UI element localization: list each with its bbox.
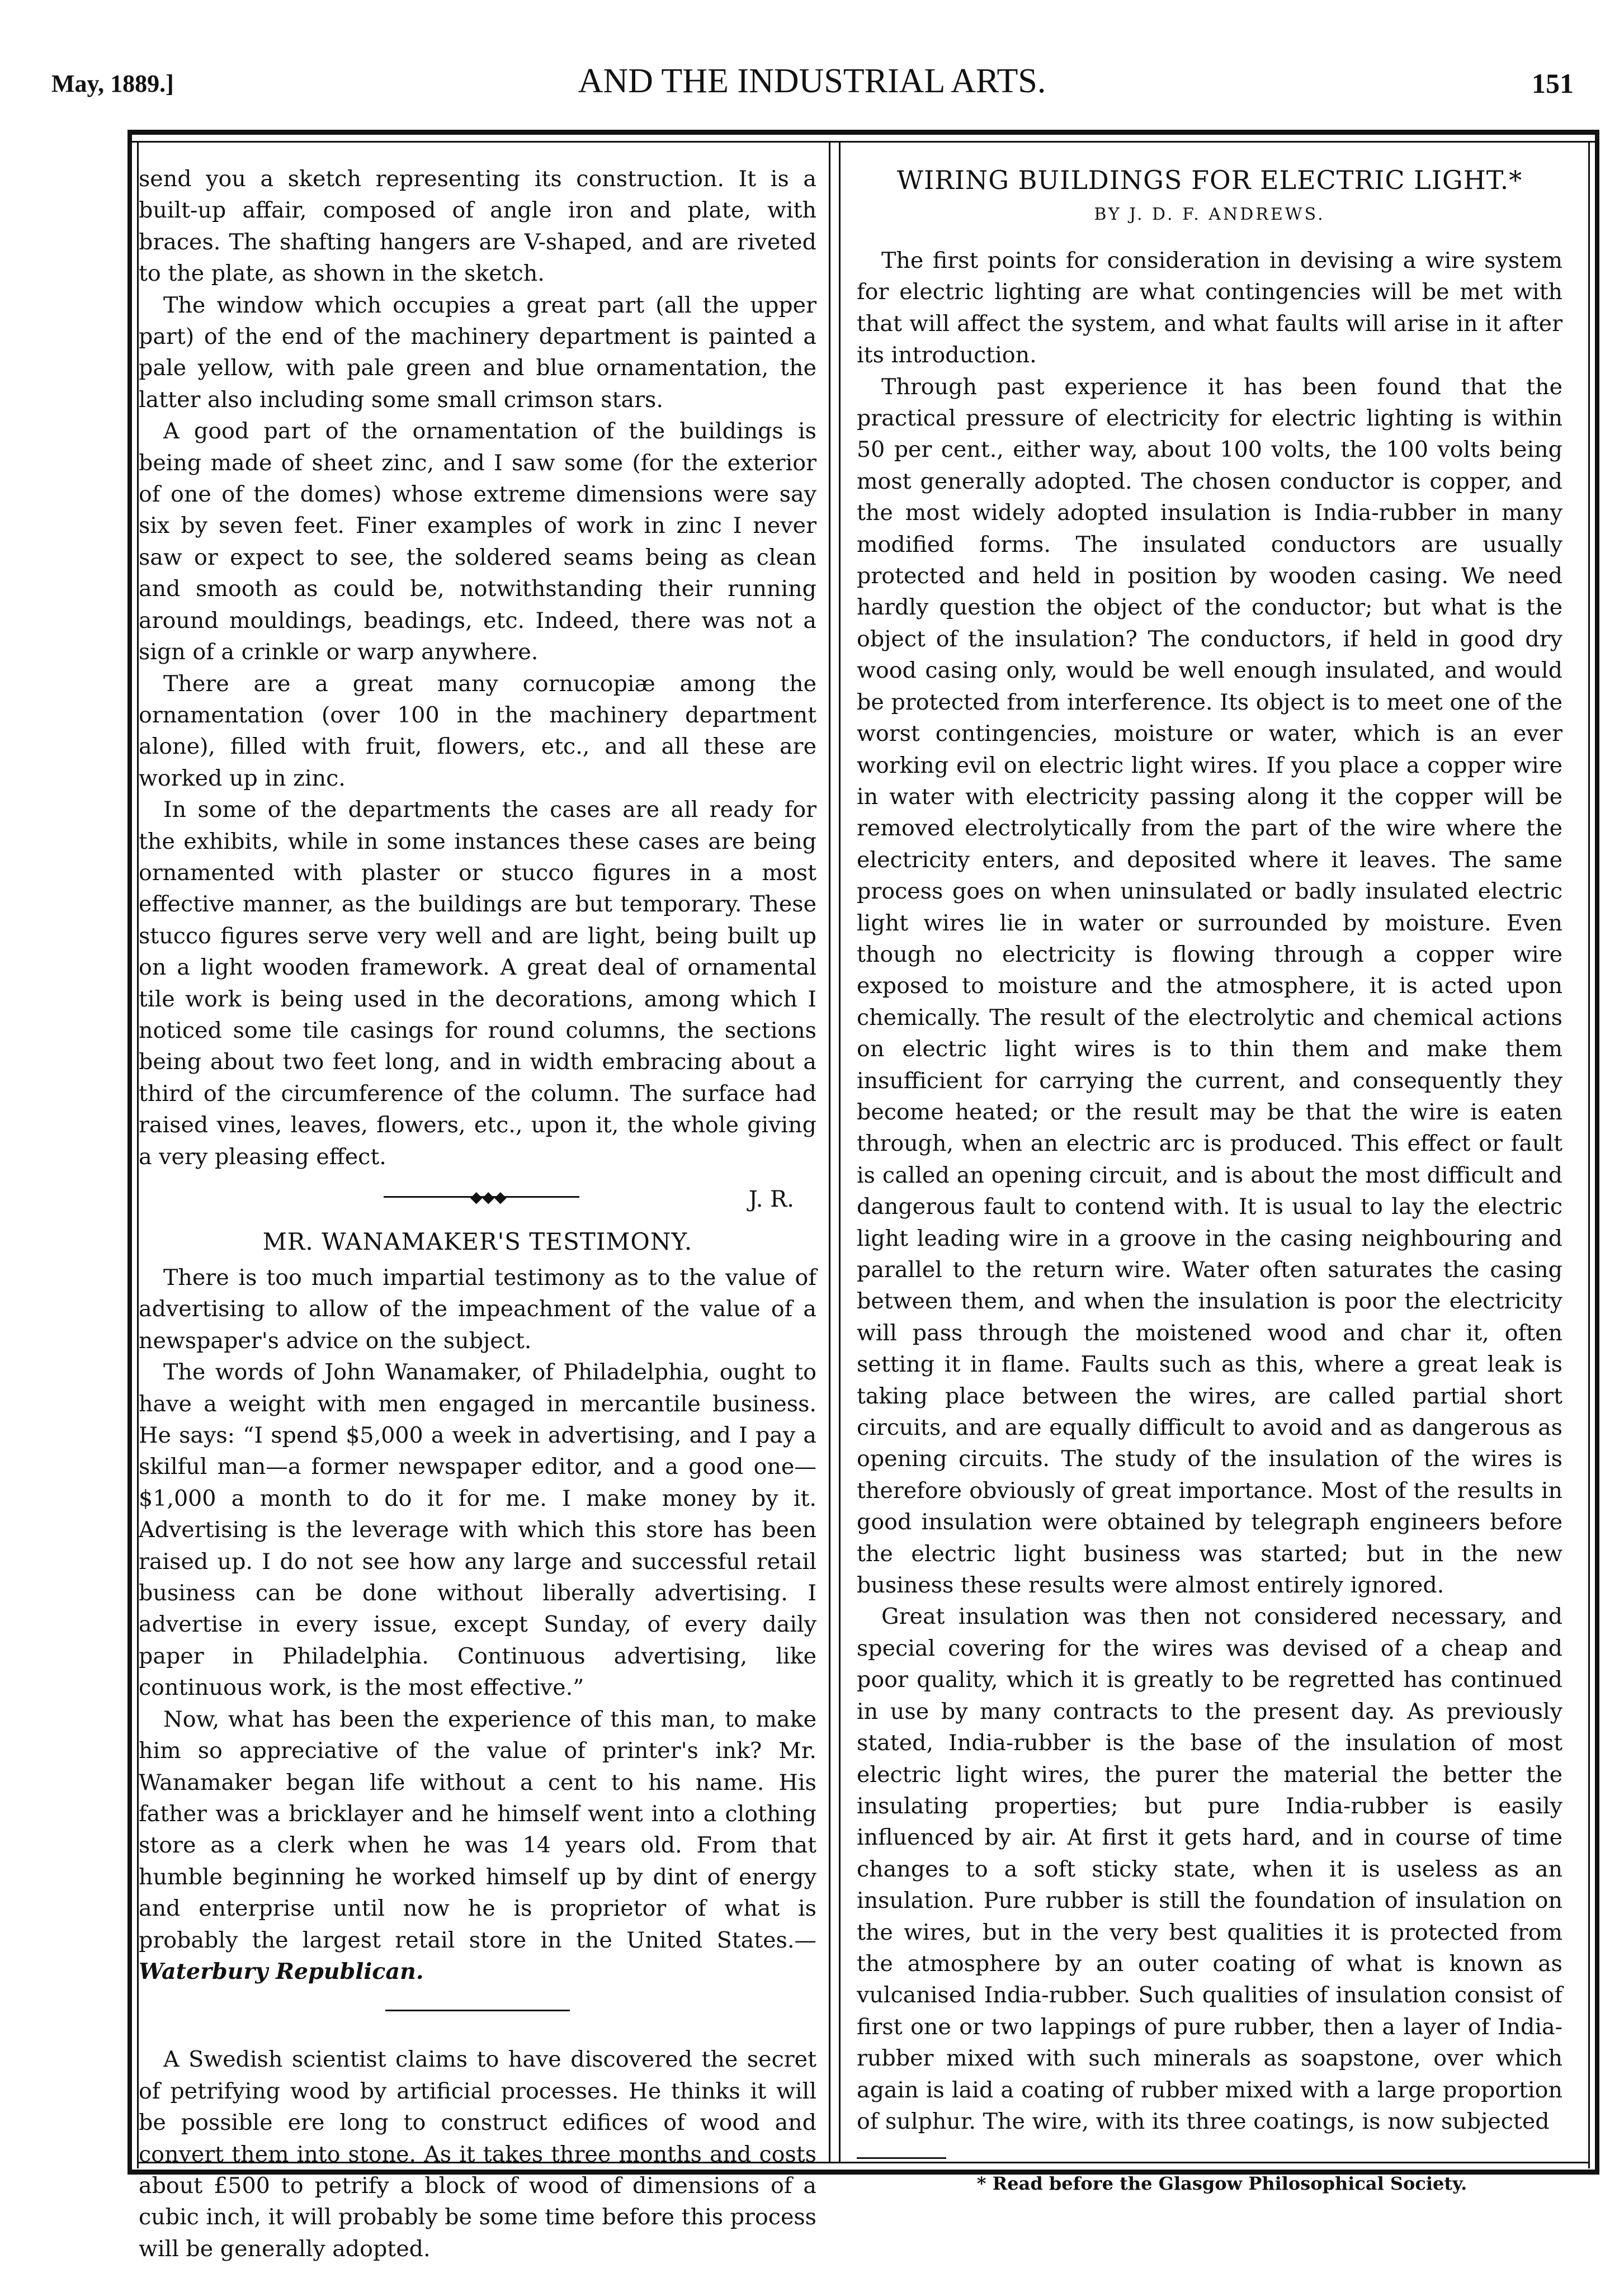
paragraph: send you a sketch representing its construction. It is a built-up affair, composed of angle iron and plate, with braces. The shafting hangers are V-shaped, and are riveted to the plate, as shown in the sketch. <box>139 166 816 287</box>
running-title: AND THE INDUSTRIAL ARTS. <box>578 62 1046 100</box>
page-number: 151 <box>1532 68 1574 99</box>
article-separator <box>385 2010 570 2011</box>
author-signature: J. R. <box>748 1187 794 1212</box>
page-header <box>0 62 1624 112</box>
article-title: WIRING BUILDINGS FOR ELECTRIC LIGHT.* <box>896 165 1523 195</box>
top-rule-thick <box>128 130 1599 135</box>
top-rule-thin <box>128 141 1599 143</box>
section-divider <box>139 1180 816 1220</box>
paragraph-text: Now, what has been the experience of this man, to make him so appreciative of the value of printer's ink? Mr. Wanamaker began life without a cent to his name. His father was a bricklayer and he himself went into a clothing store as a clerk when he was 14 years old. From that humble beginning he worked himself up by dint of energy and enterprise until now he is proprietor of what is probably the largest retail store in the United States.— <box>139 1706 816 1953</box>
frame-right-thick <box>1595 130 1599 2174</box>
paragraph: In some of the departments the cases are all ready for the exhibits, while in some instances these cases are being ornamented with plaster or stucco figures in a most effective manner, as the buildings are but temporary. These stucco figures serve very well and are light, being built up on a light wooden framework. A great deal of ornamental tile work is being used in the decorations, among which I noticed some tile casings for round columns, the sections being about two feet long, and in width embracing about a third of the circumference of the column. The surface had raised vines, leaves, flowers, etc., upon it, the whole giving a very pleasing effect. <box>139 797 816 1170</box>
issue-date: May, 1889.] <box>51 70 174 97</box>
frame-right-thin <box>1588 141 1590 2168</box>
left-column <box>139 163 816 2265</box>
paragraph: There are a great many cornucopiæ among the ornamentation (over 100 in the machinery department alone), filled with fruit, flowers, etc., and all these are worked up in zinc. <box>139 670 816 791</box>
paragraph: The words of John Wanamaker, of Philadelphia, ought to have a weight with men engaged in mercantile business. He says: “I spend $5,000 a week in advertising, and I pay a skilful man—a former newspaper editor, and a good one—$1,000 a month to do it for me. I make money by it. Advertising is the leverage with which this store has been raised up. I do not see how any large and successful retail business can be done without liberally advertising. I advertise in every issue, except Sunday, of every daily paper in Philadelphia. Continuous advertising, like continuous work, is the most effective.” <box>139 1359 816 1701</box>
footnote: * Read before the Glasgow Philosophical Society. <box>976 2173 1467 2195</box>
article-title: MR. WANAMAKER'S TESTIMONY. <box>262 1228 693 1255</box>
paragraph <box>139 1704 816 1988</box>
frame-left-thick <box>128 130 132 2174</box>
ornament-icon: ◆◆◆ <box>470 1188 507 1206</box>
right-column <box>857 163 1562 2196</box>
paragraph: There is too much impartial testimony as to the value of advertising to allow of the impeachment of the value of a newspaper's advice on the subject. <box>139 1265 816 1354</box>
footnote-rule <box>857 2157 946 2159</box>
paragraph: Through past experience it has been found that the practical pressure of electricity for electric lighting is within 50 per cent., either way, about 100 volts, the 100 volts being most generally adopted. The chosen conductor is copper, and the most widely adopted insulation is India-rubber in many modified forms. The insulated conductors are usually protected and held in position by wooden casing. We need hardly question the object of the conductor; but what is the object of the insulation? The conductors, if held in good dry wood casing only, would be well enough insulated, and would be protected from interference. Its object is to meet one of the worst contingencies, moisture or water, which is an ever working evil on electric light wires. If you place a copper wire in water with electricity passing along it the copper will be removed electrolytically from the part of the wire where the electricity enters, and deposited where it leaves. The same process goes on when uninsulated or badly insulated electric light wires lie in water or surrounded by moisture. Even though no electricity is flowing through a copper wire exposed to moisture and the atmosphere, it is acted upon chemically. The result of the electrolytic and chemical actions on electric light wires is to thin them and make them insufficient for carrying the current, and consequently they become heated; or the result may be that the wire is eaten through, when an electric arc is produced. This effect or fault is called an opening circuit, and is about the most difficult and dangerous fault to contend with. It is usual to lay the electric light leading wire in a groove in the casing neighbouring and parallel to the return wire. Water often saturates the casing between them, and when the insulation is poor the electricity will pass through the moistened wood and char it, often setting it in flame. Faults such as this, where a great leak is taking place between the wires, are called partial short circuits, and are equally difficult to avoid and as dangerous as opening circuits. The study of the insulation of the wires is therefore obviously of great importance. Most of the results in good insulation were obtained by telegraph engineers before the electric light business was started; but in the new business these results were almost entirely ignored. <box>857 374 1562 1599</box>
column-divider <box>829 141 830 2163</box>
paragraph: Great insulation was then not considered necessary, and special covering for the wires was devised of a cheap and poor quality, which it is greatly to be regretted has continued in use by many contracts to the present day. As previously stated, India-rubber is the base of the insulation of most electric light wires, the purer the material the better the insulating properties; but pure India-rubber is easily influenced by air. At first it gets hard, and in course of time changes to a soft sticky state, when it is useless as an insulation. Pure rubber is still the foundation of insulation on the wires, but in the very best qualities it is protected from the atmosphere by an outer coating of what is known as vulcanised India-rubber. Such qualities of insulation consist of first one or two lappings of pure rubber, then a layer of India-rubber mixed with such minerals as soapstone, over which again is laid a coating of rubber mixed with a large proportion of sulphur. The wire, with its three coatings, is now subjected <box>857 1604 1562 2134</box>
paragraph: The window which occupies a great part (all the upper part) of the end of the machinery department is painted a pale yellow, with pale green and blue ornamentation, the latter also including some small crimson stars. <box>139 292 816 413</box>
paragraph: A Swedish scientist claims to have discovered the secret of petrifying wood by artificial processes. He thinks it will be possible ere long to construct edifices of wood and convert them into stone. As it takes three months and costs about £500 to petrify a block of wood of dimensions of a cubic inch, it will probably be some time before this process will be generally adopted. <box>139 2047 816 2262</box>
source-citation: Waterbury Republican. <box>139 1958 424 1984</box>
paragraph: A good part of the ornamentation of the buildings is being made of sheet zinc, and I saw some (for the exterior of one of the domes) whose extreme dimensions were say six by seven feet. Finer examples of work in zinc I never saw or expect to see, the soldered seams being as clean and smooth as could be, notwithstanding their running around mouldings, beadings, etc. Indeed, there was not a sign of a crinkle or warp anywhere. <box>139 418 816 665</box>
article-byline: BY J. D. F. ANDREWS. <box>1094 205 1325 224</box>
column-divider-inner <box>839 141 841 2163</box>
paragraph: The first points for consideration in devising a wire system for electric lighting are what contingencies will be met with that will affect the system, and what faults will arise in it after its introduction. <box>857 248 1562 368</box>
